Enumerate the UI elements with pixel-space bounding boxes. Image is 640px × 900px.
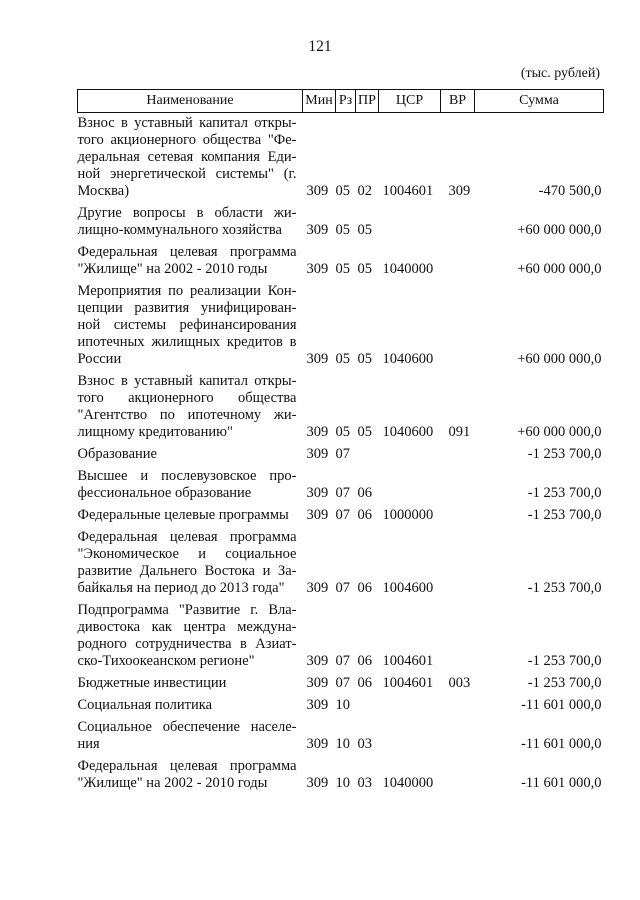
row-rz: 07	[335, 507, 350, 523]
table-row	[78, 444, 604, 466]
row-name: Федеральная целевая программа "Жилище" на 2002 - 2010 годы	[77, 244, 297, 277]
row-min: 309	[306, 580, 329, 596]
row-sum: -1 253 700,0	[527, 485, 602, 501]
row-sum: +60 000 000,0	[517, 424, 602, 440]
row-csr	[379, 466, 441, 505]
header-name: Наименование	[78, 90, 303, 113]
row-name: Взнос в уставный капитал откры-того акционерного общества "Агентство по ипотечному жи-лищному кредитованию"	[77, 373, 297, 440]
row-pr: 06	[357, 675, 372, 691]
row-vr	[441, 242, 475, 281]
row-min: 309	[306, 261, 329, 277]
row-min: 309	[306, 446, 329, 462]
row-name: Социальное обеспечение населе-ния	[77, 719, 297, 752]
row-vr	[441, 695, 475, 717]
row-vr	[441, 527, 475, 600]
row-csr	[379, 695, 441, 717]
row-vr	[441, 505, 475, 527]
row-sum: -1 253 700,0	[527, 446, 602, 462]
row-name: Другие вопросы в области жи-лищно-коммунального хозяйства	[77, 205, 297, 238]
row-sum: +60 000 000,0	[517, 351, 602, 367]
row-min: 309	[306, 697, 329, 713]
row-csr: 1004601	[382, 653, 434, 669]
row-pr: 05	[357, 261, 372, 277]
row-sum: -11 601 000,0	[521, 736, 602, 752]
table-row	[78, 203, 604, 242]
row-csr: 1040000	[382, 775, 434, 791]
table-row	[78, 600, 604, 673]
budget-table	[77, 89, 604, 795]
page-number: 121	[308, 38, 332, 55]
row-name: Социальная политика	[77, 697, 213, 713]
header-sum: Сумма	[475, 90, 604, 113]
row-rz: 07	[335, 675, 350, 691]
row-pr: 06	[357, 653, 372, 669]
row-vr: 091	[448, 424, 471, 440]
table-row	[78, 717, 604, 756]
header-vr: ВР	[441, 90, 475, 113]
table-row	[78, 695, 604, 717]
header-csr: ЦСР	[379, 90, 441, 113]
row-csr: 1004600	[382, 580, 434, 596]
row-sum: -1 253 700,0	[527, 675, 602, 691]
row-sum: -1 253 700,0	[527, 580, 602, 596]
row-min: 309	[306, 653, 329, 669]
row-sum: -1 253 700,0	[527, 653, 602, 669]
row-vr: 309	[448, 183, 471, 199]
row-pr: 02	[357, 183, 372, 199]
row-vr	[441, 756, 475, 795]
row-rz: 07	[335, 653, 350, 669]
row-vr	[441, 600, 475, 673]
row-rz: 07	[335, 485, 350, 501]
row-name: Федеральная целевая программа "Жилище" на 2002 - 2010 годы	[77, 758, 297, 791]
table-row	[78, 756, 604, 795]
row-csr	[379, 717, 441, 756]
row-rz: 07	[335, 446, 350, 462]
row-name: Бюджетные инвестиции	[77, 675, 227, 691]
row-rz: 07	[335, 580, 350, 596]
row-min: 309	[306, 507, 329, 523]
header-pr: ПР	[356, 90, 379, 113]
row-min: 309	[306, 736, 329, 752]
row-min: 309	[306, 222, 329, 238]
row-min: 309	[306, 675, 329, 691]
row-rz: 05	[335, 222, 350, 238]
row-csr: 1004601	[382, 675, 434, 691]
row-vr	[441, 281, 475, 371]
row-csr: 1000000	[382, 507, 434, 523]
row-rz: 10	[335, 736, 350, 752]
row-rz: 05	[335, 183, 350, 199]
row-name: Образование	[77, 446, 157, 462]
header-rz: Рз	[336, 90, 356, 113]
row-sum: +60 000 000,0	[517, 261, 602, 277]
row-pr	[356, 444, 379, 466]
row-pr	[356, 695, 379, 717]
row-pr: 03	[357, 775, 372, 791]
row-csr	[379, 444, 441, 466]
row-csr: 1004601	[382, 183, 434, 199]
row-name: Федеральная целевая программа "Экономическое и социальное развитие Дальнего Востока и За-байкалья на период до 2013 года"	[77, 529, 297, 596]
row-sum: -11 601 000,0	[521, 775, 602, 791]
row-vr	[441, 203, 475, 242]
units-label: (тыс. рублей)	[520, 66, 600, 81]
row-sum: -11 601 000,0	[521, 697, 602, 713]
table-row	[78, 505, 604, 527]
row-sum: +60 000 000,0	[517, 222, 602, 238]
row-name: Высшее и послевузовское про-фессиональное образование	[77, 468, 297, 501]
table-row	[78, 371, 604, 444]
row-pr: 03	[357, 736, 372, 752]
table-row	[78, 527, 604, 600]
row-sum: -470 500,0	[538, 183, 602, 199]
row-csr: 1040000	[382, 261, 434, 277]
table-header-row	[78, 90, 604, 113]
row-pr: 06	[357, 580, 372, 596]
row-min: 309	[306, 183, 329, 199]
row-csr: 1040600	[382, 351, 434, 367]
row-min: 309	[306, 351, 329, 367]
row-min: 309	[306, 775, 329, 791]
row-rz: 05	[335, 424, 350, 440]
table-row	[78, 242, 604, 281]
row-pr: 06	[357, 507, 372, 523]
row-sum: -1 253 700,0	[527, 507, 602, 523]
row-rz: 05	[335, 261, 350, 277]
row-rz: 10	[335, 697, 350, 713]
table-row	[78, 281, 604, 371]
row-name: Взнос в уставный капитал откры-того акционерного общества "Фе-деральная сетевая компания Еди-ной энергетической системы" (г. Москва)	[77, 115, 297, 199]
row-name: Мероприятия по реализации Кон-цепции развития унифицирован-ной системы рефинансирования ипотечных жилищных кредитов в России	[77, 283, 297, 367]
table-row	[78, 673, 604, 695]
row-pr: 05	[357, 424, 372, 440]
header-min: Мин	[303, 90, 336, 113]
row-vr	[441, 444, 475, 466]
table-row	[78, 466, 604, 505]
row-pr: 06	[357, 485, 372, 501]
row-min: 309	[306, 424, 329, 440]
row-csr	[379, 203, 441, 242]
row-vr	[441, 466, 475, 505]
row-vr: 003	[448, 675, 471, 691]
row-name: Подпрограмма "Развитие г. Вла-дивостока как центра междуна-родного сотрудничества в Азиат-ско-Тихоокеанском регионе"	[77, 602, 297, 669]
row-min: 309	[306, 485, 329, 501]
row-pr: 05	[357, 222, 372, 238]
table-row	[78, 113, 604, 204]
row-rz: 10	[335, 775, 350, 791]
row-vr	[441, 717, 475, 756]
row-csr: 1040600	[382, 424, 434, 440]
row-pr: 05	[357, 351, 372, 367]
row-rz: 05	[335, 351, 350, 367]
row-name: Федеральные целевые программы	[77, 507, 289, 523]
